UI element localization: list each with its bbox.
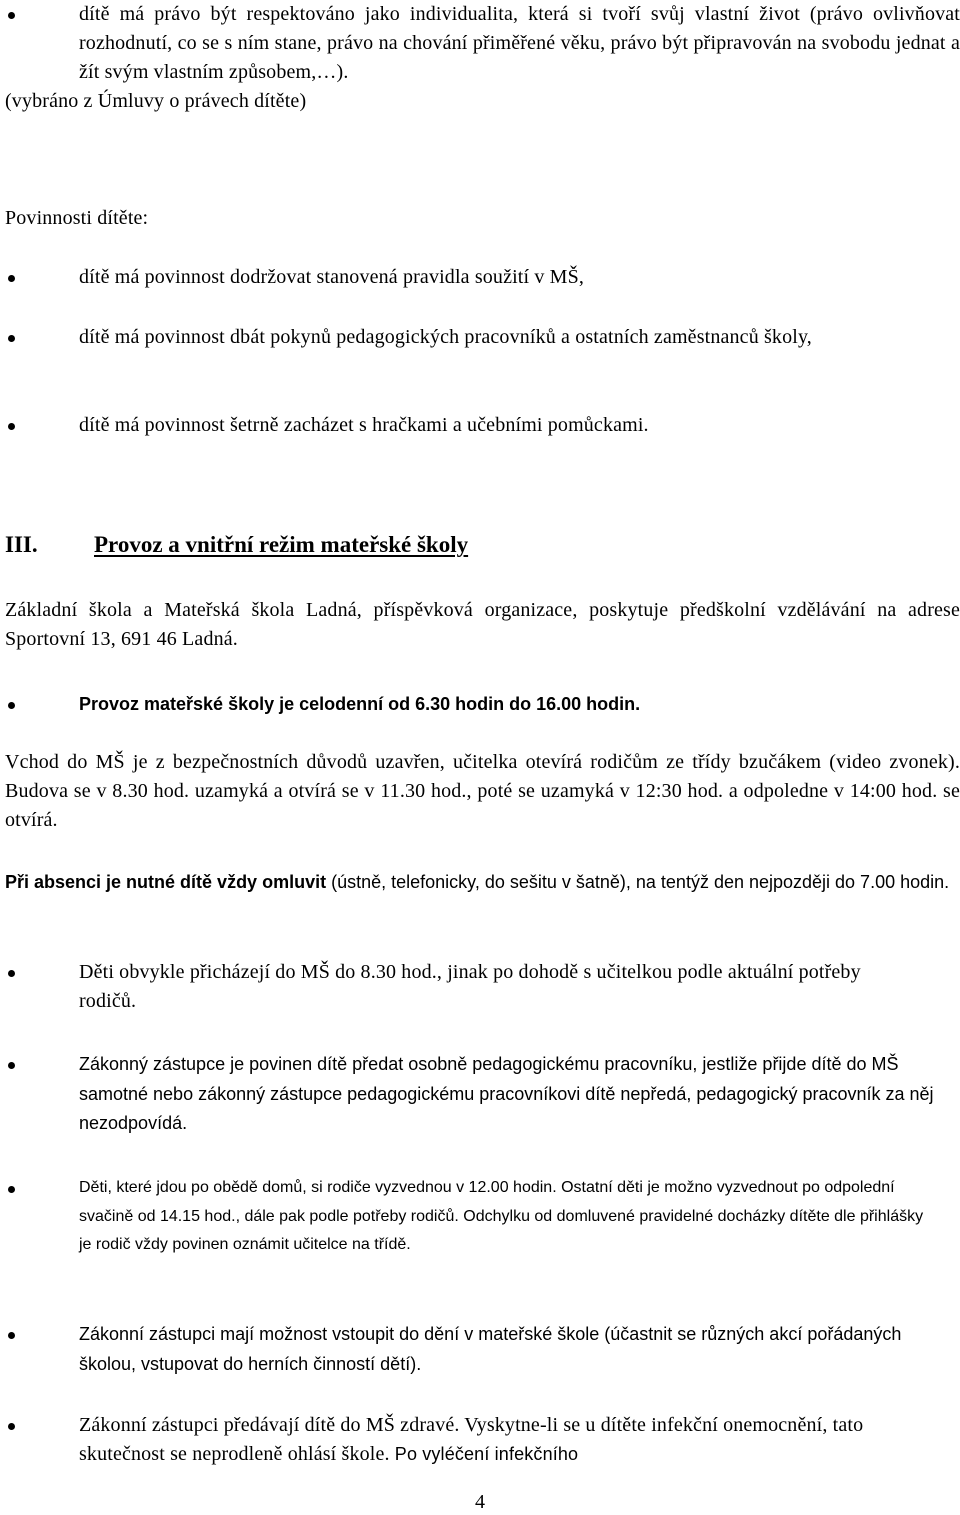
- section-heading: [5, 528, 960, 564]
- bullet-icon: [8, 1423, 15, 1430]
- duties-heading: Povinnosti dítěte:: [5, 207, 149, 229]
- bullet-icon: [8, 1332, 15, 1339]
- bullet-icon: [8, 423, 15, 430]
- section-number: III.: [5, 532, 38, 557]
- absence-emphasis: Při absenci je nutné dítě vždy omluvit: [5, 872, 327, 892]
- health-text: Zákonní zástupci předávají dítě do MŠ zdravé. Vyskytne-li se u dítěte infekční onemocnění, tato skutečnost se neprodleně ohlásí škole.: [79, 1414, 864, 1465]
- bullet-icon: [8, 1062, 15, 1069]
- absence-paragraph: [5, 868, 960, 898]
- absence-details: (ústně, telefonicky, do sešitu v šatně), na tentýž den nejpozději do 7.00 hodin.: [326, 872, 950, 892]
- recovery-text: Po vyléčení infekčního: [389, 1444, 579, 1464]
- list-item: [0, 958, 960, 1018]
- section-title: Provoz a vnitřní režim mateřské školy: [94, 532, 469, 557]
- list-item: [0, 1411, 960, 1471]
- list-item-text: Děti, které jdou po obědě domů, si rodiče vyzvednou v 12.00 hodin. Ostatní děti je možno vyzvednout po odpolední svačině od 14.15 hod., dále pak podle potřeby rodičů. Odchylku od domluvené pravidelné docházky dítěte dle přihlášky je rodič vždy povinen oznámit učitelce na třídě.: [79, 1179, 924, 1253]
- list-item: [0, 1320, 960, 1380]
- list-item-text: Děti obvykle přicházejí do MŠ do 8.30 hod., jinak po dohodě s učitelkou podle aktuální potřeby rodičů.: [79, 961, 861, 1012]
- bullet-icon: [8, 702, 15, 709]
- bullet-icon: [8, 12, 15, 19]
- bullet-icon: [8, 335, 15, 342]
- list-item-text: [79, 1411, 899, 1469]
- list-item: [0, 323, 960, 383]
- page-number: 4: [475, 1491, 485, 1513]
- list-item: [0, 0, 960, 116]
- entrance-paragraph: Vchod do MŠ je z bezpečnostních důvodů uzavřen, učitelka otevírá rodičům ze třídy bzučákem (video zvonek). Budova se v 8.30 hod. uzamyká a otvírá se v 11.30 hod., poté se uzamyká v 12:30 hod. a odpoledne v 14:00 hod. se otvírá.: [5, 751, 960, 831]
- list-item-text: dítě má povinnost dodržovat stanovená pravidla soužití v MŠ,: [79, 266, 585, 288]
- intro-paragraph: Základní škola a Mateřská škola Ladná, příspěvková organizace, poskytuje předškolní vzdělávání na adrese Sportovní 13, 691 46 Ladná.: [5, 599, 960, 650]
- opening-hours: Provoz mateřské školy je celodenní od 6.30 hodin do 16.00 hodin.: [79, 694, 641, 714]
- bullet-icon: [8, 275, 15, 282]
- list-item: [0, 263, 960, 293]
- list-item-text: dítě má povinnost šetrně zacházet s hračkami a učebními pomůckami.: [79, 414, 649, 436]
- list-item-text: Zákonný zástupce je povinen dítě předat osobně pedagogickému pracovníku, jestliže přijde dítě do MŠ samotné nebo zákonný zástupce pedagogickému pracovníkovi dítě nepředá, pedagogický pracovník za něj nezodpovídá.: [79, 1054, 934, 1133]
- list-item: [0, 411, 960, 441]
- bullet-icon: [8, 970, 15, 977]
- bullet-icon: [8, 1186, 15, 1193]
- rights-text: dítě má právo být respektováno jako individualita, která si tvoří svůj vlastní život (právo ovlivňovat rozhodnutí, co se s ním stane, právo na chování přiměřené věku, právo být připravován na svobodu jednat a žít svým vlastním způsobem,…).: [79, 3, 960, 83]
- source-note: (vybráno z Úmluvy o právech dítěte): [5, 90, 307, 112]
- list-item-text: Zákonní zástupci mají možnost vstoupit do dění v mateřské škole (účastnit se různých akcí pořádaných školou, vstupovat do herních činností dětí).: [79, 1324, 902, 1374]
- list-item: [0, 690, 960, 720]
- list-item: [0, 1174, 960, 1290]
- list-item: [0, 1050, 960, 1140]
- list-item-text: [5, 0, 960, 112]
- list-item-text: dítě má povinnost dbát pokynů pedagogických pracovníků a ostatních zaměstnanců školy,: [79, 326, 812, 348]
